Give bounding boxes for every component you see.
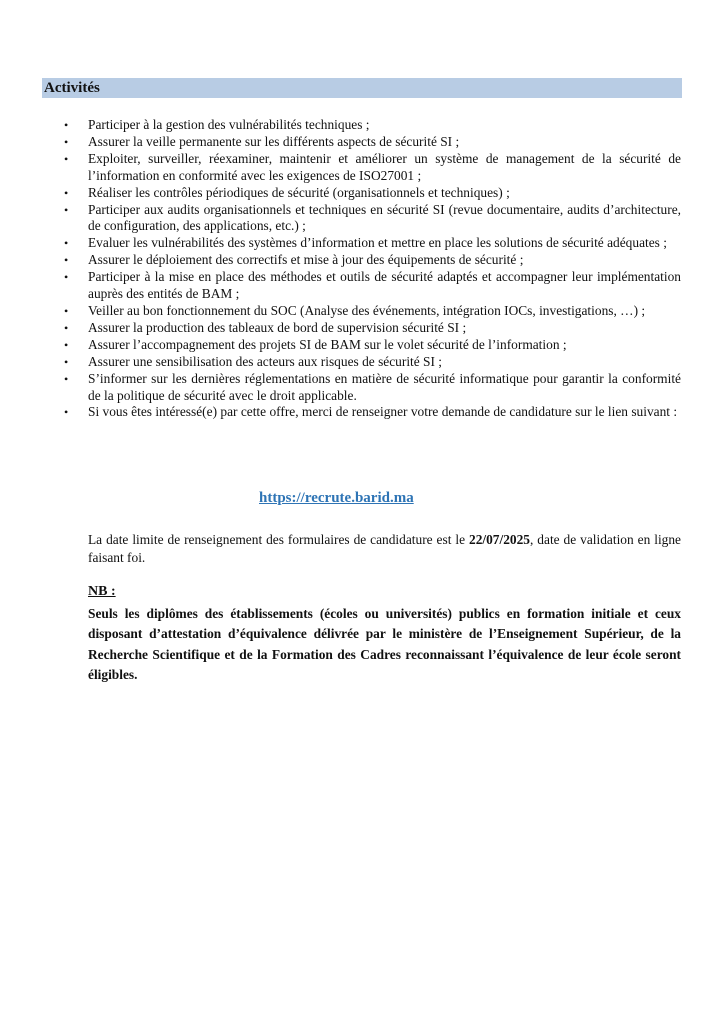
list-item: • Assurer une sensibilisation des acteurs aux risques de sécurité SI ; (64, 353, 443, 369)
list-item: • Assurer le déploiement des correctifs et mise à jour des équipements de sécurité ; (64, 252, 524, 268)
list-item: • S’informer sur les dernières réglementations en matière de sécurité informatique pour garantir la conformité de la politique de sécurité avec le droit applicable. (64, 370, 681, 403)
bullet-icon: • (64, 134, 69, 149)
bullet-icon: • (64, 236, 69, 251)
bullet-icon: • (64, 371, 69, 386)
section-header (42, 78, 682, 98)
list-item: • Veiller au bon fonctionnement du SOC (Analyse des événements, intégration IOCs, investigations, …) ; (64, 302, 646, 318)
list-item: • Réaliser les contrôles périodiques de sécurité (organisationnels et techniques) ; (64, 184, 510, 200)
nb-body: Seuls les diplômes des établissements (écoles ou universités) publics en formation initiale et ceux disposant d’attestation d’équivalence délivrée par le ministère de l’Enseignement Supérieur, de la Recherche Scientifique et de la Formation des Cadres reconnaissant l’équivalence de leur école seront éligibles. (88, 606, 681, 682)
list-item: • Participer à la mise en place des méthodes et outils de sécurité adaptés et accompagner leur implémentation auprès des entités de BAM ; (64, 269, 681, 302)
list-item: • Assurer la production des tableaux de bord de supervision sécurité SI ; (64, 319, 467, 335)
list-item: • Si vous êtes intéressé(e) par cette offre, merci de renseigner votre demande de candidature sur le lien suivant : (64, 404, 678, 420)
bullet-icon: • (64, 118, 69, 132)
activities-list (64, 117, 681, 421)
bullet-icon: • (64, 202, 69, 217)
list-item: • Assurer l’accompagnement des projets SI de BAM sur le volet sécurité de l’information ; (64, 336, 567, 352)
bullet-icon: • (64, 354, 69, 369)
deadline-date: 22/07/2025 (469, 532, 531, 547)
list-item: • Participer aux audits organisationnels et techniques en sécurité SI (revue documentaire, audits d’architecture, de configuration, des applications, etc.) ; (64, 201, 681, 234)
bullet-icon: • (64, 270, 69, 285)
list-item: • Evaluer les vulnérabilités des systèmes d’information et mettre en place les solutions de sécurité adéquates ; (64, 235, 667, 251)
bullet-icon: • (64, 405, 69, 420)
application-link[interactable]: https://recrute.barid.ma (259, 490, 414, 506)
nb-title: NB : (88, 584, 116, 599)
list-item: • Participer à la gestion des vulnérabilités techniques ; (64, 117, 370, 132)
list-item: • Assurer la veille permanente sur les différents aspects de sécurité SI ; (64, 133, 460, 149)
bullet-icon: • (64, 337, 69, 352)
bullet-icon: • (64, 253, 69, 268)
bullet-icon: • (64, 303, 69, 318)
bullet-icon: • (64, 185, 69, 200)
section-title: Activités (44, 80, 100, 96)
list-item: • Exploiter, surveiller, réexaminer, maintenir et améliorer un système de management de la sécurité de l’information en conformité avec les exigences de ISO27001 ; (64, 150, 681, 183)
bullet-icon: • (64, 151, 69, 166)
bullet-icon: • (64, 320, 69, 335)
deadline-paragraph: La date limite de renseignement des formulaires de candidature est le 22/07/2025, date de validation en ligne faisant foi. (88, 532, 681, 565)
